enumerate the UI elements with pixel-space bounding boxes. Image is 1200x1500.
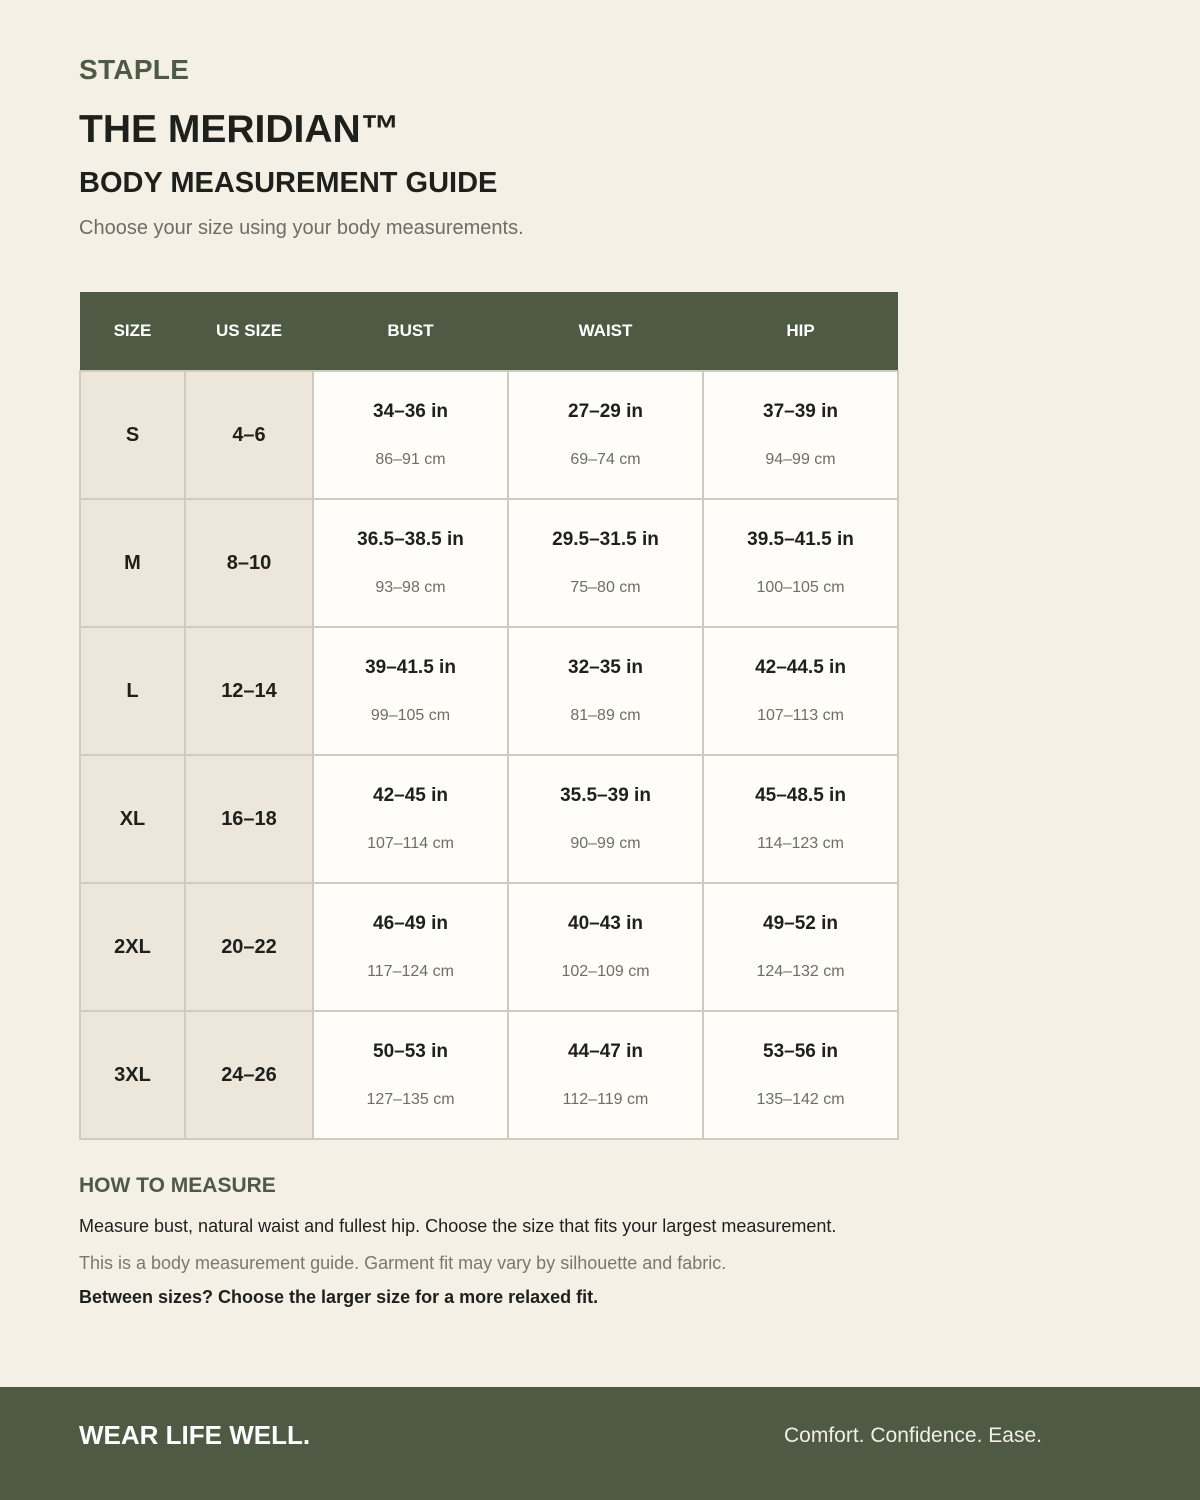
- table-row: [80, 627, 898, 755]
- waist-centimeters: 112–119 cm: [562, 1091, 649, 1108]
- waist-centimeters: 75–80 cm: [570, 579, 641, 596]
- hip-centimeters: 107–113 cm: [757, 707, 844, 724]
- hip-inches: 42–44.5 in: [755, 657, 846, 678]
- hip-centimeters: 135–142 cm: [756, 1091, 845, 1108]
- bust-centimeters: 93–98 cm: [375, 579, 446, 596]
- bust-cell: [313, 499, 508, 627]
- fit-disclaimer: This is a body measurement guide. Garment fit may vary by silhouette and fabric.: [79, 1253, 727, 1273]
- how-to-measure-heading: HOW TO MEASURE: [79, 1174, 276, 1197]
- table-row: [80, 499, 898, 627]
- bust-centimeters: 107–114 cm: [367, 835, 454, 852]
- hip-cell: [703, 499, 898, 627]
- waist-cell: [508, 499, 703, 627]
- size-cell: M: [80, 499, 185, 627]
- column-header-size: SIZE: [80, 292, 185, 371]
- bust-cell: [313, 883, 508, 1011]
- hip-centimeters: 94–99 cm: [765, 451, 836, 468]
- hip-inches: 49–52 in: [763, 913, 838, 934]
- footer-slogan: WEAR LIFE WELL.: [79, 1420, 311, 1450]
- hip-centimeters: 100–105 cm: [756, 579, 845, 596]
- hip-centimeters: 114–123 cm: [757, 835, 844, 852]
- waist-centimeters: 69–74 cm: [570, 451, 641, 468]
- hip-inches: 37–39 in: [763, 401, 838, 422]
- bust-centimeters: 86–91 cm: [375, 451, 446, 468]
- hip-cell: [703, 1011, 898, 1139]
- hip-cell: [703, 755, 898, 883]
- bust-centimeters: 117–124 cm: [367, 963, 454, 980]
- hip-centimeters: 124–132 cm: [756, 963, 845, 980]
- waist-inches: 40–43 in: [568, 913, 643, 934]
- waist-inches: 29.5–31.5 in: [552, 529, 659, 550]
- hip-inches: 45–48.5 in: [755, 785, 846, 806]
- between-sizes-tip: Between sizes? Choose the larger size for a more relaxed fit.: [79, 1287, 599, 1307]
- waist-inches: 32–35 in: [568, 657, 643, 678]
- us-size-cell: 20–22: [185, 883, 313, 1011]
- waist-cell: [508, 371, 703, 499]
- intro-text: Choose your size using your body measurements.: [79, 217, 524, 239]
- table-row: [80, 371, 898, 499]
- size-cell: 3XL: [80, 1011, 185, 1139]
- bust-inches: 46–49 in: [373, 913, 448, 934]
- hip-cell: [703, 627, 898, 755]
- bust-cell: [313, 755, 508, 883]
- column-header-us-size: US SIZE: [185, 292, 313, 371]
- page-title: THE MERIDIAN™: [79, 108, 400, 151]
- us-size-cell: 4–6: [185, 371, 313, 499]
- us-size-cell: 16–18: [185, 755, 313, 883]
- waist-centimeters: 90–99 cm: [570, 835, 641, 852]
- us-size-cell: 12–14: [185, 627, 313, 755]
- bust-centimeters: 99–105 cm: [370, 707, 451, 724]
- bust-cell: [313, 1011, 508, 1139]
- column-header-hip: HIP: [703, 292, 898, 371]
- table-header-row: [80, 292, 898, 371]
- brand-name: STAPLE: [79, 54, 190, 85]
- page-subtitle: BODY MEASUREMENT GUIDE: [79, 167, 498, 199]
- waist-cell: [508, 627, 703, 755]
- size-cell: S: [80, 371, 185, 499]
- table-row: [80, 1011, 898, 1139]
- size-cell: XL: [80, 755, 185, 883]
- waist-inches: 27–29 in: [568, 401, 643, 422]
- bust-cell: [313, 371, 508, 499]
- waist-centimeters: 81–89 cm: [570, 707, 641, 724]
- size-chart-table: [79, 292, 899, 1140]
- waist-cell: [508, 755, 703, 883]
- footer-bar: [0, 1387, 1200, 1500]
- us-size-cell: 24–26: [185, 1011, 313, 1139]
- bust-inches: 36.5–38.5 in: [357, 529, 464, 550]
- bust-centimeters: 127–135 cm: [366, 1091, 455, 1108]
- column-header-waist: WAIST: [508, 292, 703, 371]
- how-to-measure-instruction: Measure bust, natural waist and fullest hip. Choose the size that fits your largest measurement.: [79, 1216, 837, 1236]
- table-row: [80, 883, 898, 1011]
- hip-cell: [703, 371, 898, 499]
- footer-tagline: Comfort. Confidence. Ease.: [784, 1424, 1042, 1447]
- hip-inches: 39.5–41.5 in: [747, 529, 854, 550]
- table-body: [80, 371, 898, 1139]
- bust-inches: 34–36 in: [373, 401, 448, 422]
- size-cell: 2XL: [80, 883, 185, 1011]
- bust-inches: 50–53 in: [373, 1041, 448, 1062]
- hip-inches: 53–56 in: [763, 1041, 838, 1062]
- waist-centimeters: 102–109 cm: [561, 963, 650, 980]
- waist-inches: 35.5–39 in: [560, 785, 651, 806]
- waist-cell: [508, 883, 703, 1011]
- hip-cell: [703, 883, 898, 1011]
- bust-inches: 42–45 in: [373, 785, 448, 806]
- us-size-cell: 8–10: [185, 499, 313, 627]
- waist-cell: [508, 1011, 703, 1139]
- size-cell: L: [80, 627, 185, 755]
- table-row: [80, 755, 898, 883]
- bust-inches: 39–41.5 in: [365, 657, 456, 678]
- bust-cell: [313, 627, 508, 755]
- waist-inches: 44–47 in: [568, 1041, 643, 1062]
- column-header-bust: BUST: [313, 292, 508, 371]
